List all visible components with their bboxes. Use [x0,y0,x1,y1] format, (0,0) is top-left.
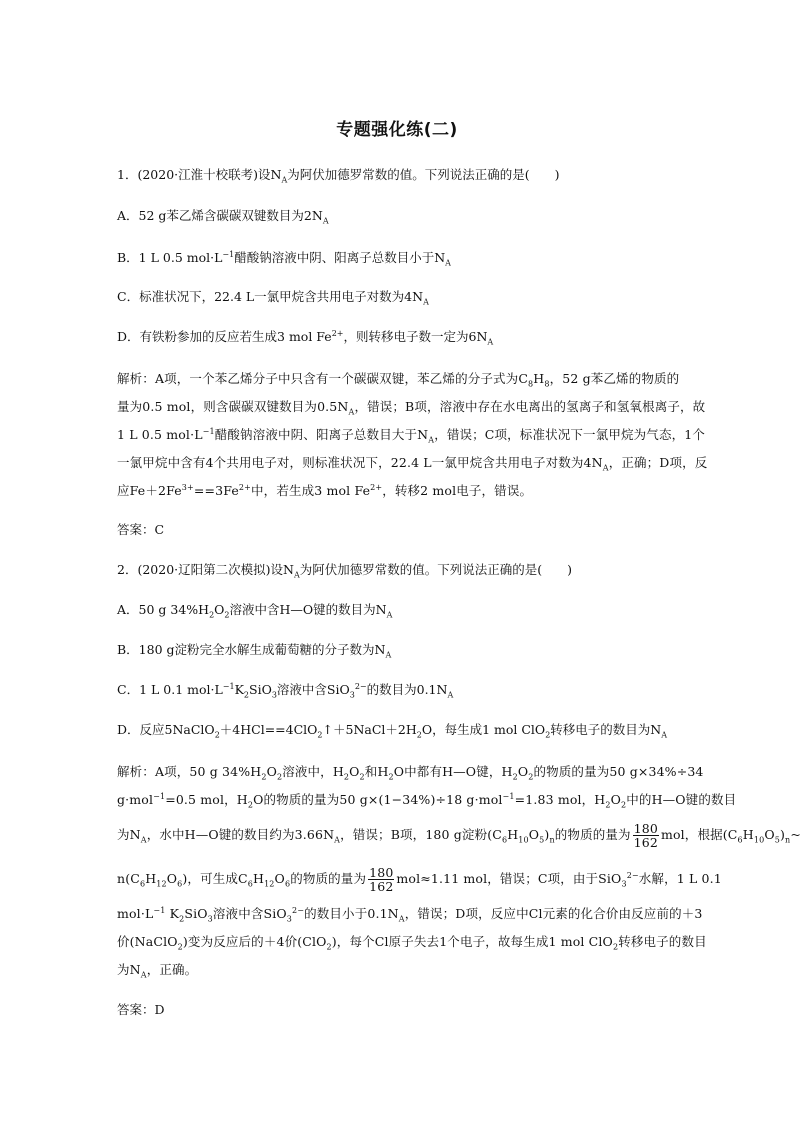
q2-analysis-line: 为$N_A$，正确。 [117,962,198,980]
q2-analysis-line: $n(C_6H_{12}O_6)$，可生成$C_6H_{12}O_6$的物质的量为 $\frac{180}{162}$ mol≈1.11 mol，错误；C项，由于SiO$_3^{2-}$水解，1 L 0.1 [117,865,722,894]
q1-analysis-line: 应$Fe+2Fe^{3+}==3Fe^{2+}$中，若生成3 mol $Fe^{2+}$，转移2 mol电子，错误。 [117,482,533,498]
q2-option-d: D．反应$5NaClO_2+4HCl==4ClO_2↑+5NaCl+2H_2O$，每生成1 mol ClO$_2$转移电子的数目为$N_A$ [117,722,668,740]
q1-answer: 答案：C [117,522,165,537]
q2-option-a: A．50 g $34\%H_2O_2$溶液中含H—O键的数目为$N_A$ [117,602,393,620]
q1-option-c: C．标准状况下，22.4 L一氯甲烷含共用电子对数为$4N_A$ [117,289,429,307]
page-title: 专题强化练(二) [336,120,458,140]
q2-option-c: C．1 L 0.1 $mol\cdot L^{-1}K_2SiO_3$溶液中含SiO$_3^{2-}$的数目为$0.1N_A$ [117,681,454,700]
q2-analysis-line: 价(NaClO$_2$)变为反应后的＋4价(ClO$_2$)，每个Cl原子失去1个电子，故每生成1 mol ClO$_2$转移电子的数目 [117,934,707,952]
q1-analysis-line: 解析：A项，一个苯乙烯分子中只含有一个碳碳双键，苯乙烯的分子式为$C_8H_8$，52 g苯乙烯的物质的 [117,371,680,389]
q1-option-a: A．52 g苯乙烯含碳碳双键数目为$2N_A$ [117,208,329,226]
q1-option-d: D．有铁粉参加的反应若生成3 mol $Fe^{2+}$，则转移电子数一定为$6N_A$ [117,328,494,347]
q2-analysis-line: 解析：A项，50 g $34\%H_2O_2$溶液中，$H_2O_2$和$H_2O$中都有H—O键，$H_2O_2$的物质的量为50 g×34%÷34 [117,764,704,782]
q2-analysis-line: g·mol$^{-1}$=0.5 mol，$H_2O$的物质的量为50 g×(1−34%)÷18 g·mol$^{-1}$=1.83 mol，$H_2O_2$中的H—O键的数目 [117,791,737,810]
q1-stem: 1．(2020·江淮十校联考)设$N_A$为阿伏加德罗常数的值。下列说法正确的是( ) [117,167,560,185]
q2-analysis-line: 为$N_A$，水中H—O键的数目约为$3.66N_A$，错误；B项，180 g淀粉$(C_6H_{10}O_5)_n$的物质的量为 $\frac{180}{162}$ mol，根据$(C_6H_{10}O_5)_n\sim$ [117,821,801,850]
q1-option-b: B．1 L 0.5 $mol\cdot L^{-1}$醋酸钠溶液中阴、阳离子总数目小于$N_A$ [117,249,451,268]
q2-stem: 2．(2020·辽阳第二次模拟)设$N_A$为阿伏加德罗常数的值。下列说法正确的是( ) [117,562,572,580]
q1-analysis-line: 1 L 0.5 $mol\cdot L^{-1}$醋酸钠溶液中阴、阳离子总数目大于$N_A$，错误；C项，标准状况下一氯甲烷为气态，1个 [117,426,706,445]
q2-answer: 答案：D [117,1002,165,1017]
q1-analysis-line: 量为0.5 mol，则含碳碳双键数目为$0.5N_A$，错误；B项，溶液中存在水电离出的氢离子和氢氧根离子，故 [117,399,706,417]
q1-analysis-line: 一氯甲烷中含有4个共用电子对，则标准状况下，22.4 L一氯甲烷含共用电子对数为$4N_A$，正确；D项，反 [117,455,708,473]
q2-analysis-line: $mol\cdot L^{-1}$ $K_2SiO_3$溶液中含SiO$_3^{2-}$的数目小于$0.1N_A$，错误；D项，反应中Cl元素的化合价由反应前的＋3 [117,905,703,924]
q2-option-b: B．180 g淀粉完全水解生成葡萄糖的分子数为$N_A$ [117,642,392,660]
